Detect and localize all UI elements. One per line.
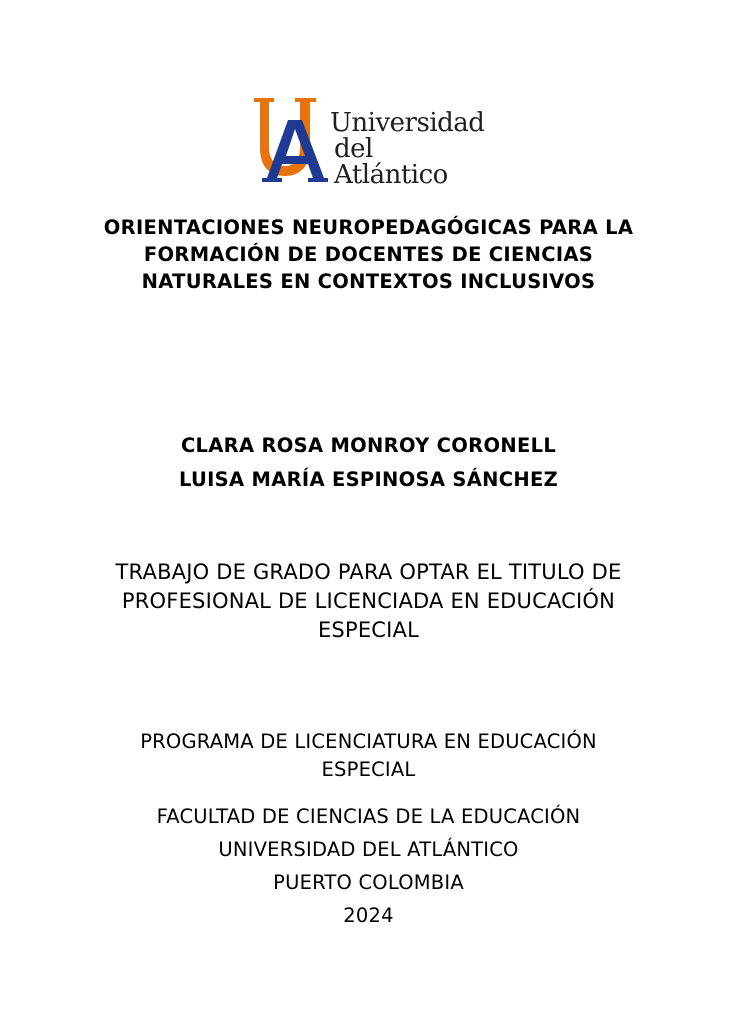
title-line: NATURALES EN CONTEXTOS INCLUSIVOS	[141, 270, 596, 293]
author-name: CLARA ROSA MONROY CORONELL	[180, 434, 557, 457]
logo-wordmark	[330, 110, 492, 188]
program-name	[0, 728, 737, 784]
city-name: PUERTO COLOMBIA	[273, 871, 464, 894]
university-emblem-icon	[252, 96, 328, 182]
program-line: ESPECIAL	[321, 758, 416, 781]
faculty-name: FACULTAD DE CIENCIAS DE LA EDUCACIÓN	[156, 805, 581, 828]
program-line: PROGRAMA DE LICENCIATURA EN EDUCACIÓN	[140, 730, 597, 753]
purpose-line: PROFESIONAL DE LICENCIADA EN EDUCACIÓN	[121, 589, 616, 613]
purpose-line: ESPECIAL	[317, 618, 420, 642]
title-line: ORIENTACIONES NEUROPEDAGÓGICAS PARA LA	[103, 216, 634, 239]
title-line: FORMACIÓN DE DOCENTES DE CIENCIAS	[143, 243, 594, 266]
institution-info	[0, 800, 737, 932]
author-name: LUISA MARÍA ESPINOSA SÁNCHEZ	[178, 468, 559, 491]
thesis-title	[0, 214, 737, 295]
authors	[0, 429, 737, 497]
degree-purpose	[0, 558, 737, 645]
logo-text-line1: Universidad	[330, 108, 485, 138]
purpose-line: TRABAJO DE GRADO PARA OPTAR EL TITULO DE	[115, 560, 622, 584]
university-name: UNIVERSIDAD DEL ATLÁNTICO	[218, 838, 519, 861]
year: 2024	[343, 904, 394, 927]
logo-text-line2: del Atlántico	[334, 134, 448, 190]
university-logo	[252, 96, 492, 190]
